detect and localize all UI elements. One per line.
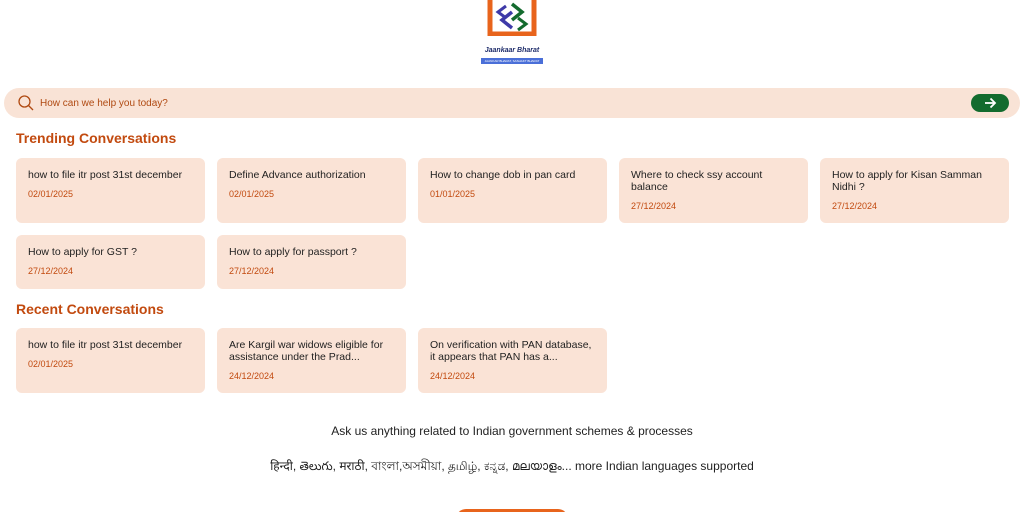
card-date: 27/12/2024: [832, 201, 878, 211]
card-date: 24/12/2024: [229, 371, 275, 381]
card-date: 02/01/2025: [28, 359, 74, 369]
trending-card[interactable]: [16, 158, 205, 223]
card-date: 27/12/2024: [229, 266, 275, 276]
card-title: How to change dob in pan card: [430, 169, 576, 181]
card-title: How to apply for GST ?: [28, 246, 137, 258]
card-date: 24/12/2024: [430, 371, 476, 381]
recent-card[interactable]: [16, 328, 205, 393]
arrow-right-icon: [983, 96, 997, 110]
search-icon: [17, 94, 35, 112]
card-title: How to apply for Kisan Samman Nidhi ?: [832, 169, 982, 193]
brand-tagline: JAANKAR BHARAT, SASHAKT BHARAT: [481, 58, 543, 64]
card-date: 02/01/2025: [229, 189, 275, 199]
card-date: 01/01/2025: [430, 189, 476, 199]
ask-caption: Ask us anything related to Indian government schemes & processes: [331, 424, 693, 438]
languages-caption: हिन्दी, తెలుగు, मराठी, বাংলা,অসমীয়া, தமிழ், ಕನ್ನಡ, മലയാളം... more Indian languages supported: [270, 459, 754, 473]
trending-card[interactable]: [619, 158, 808, 223]
card-date: 02/01/2025: [28, 189, 74, 199]
recent-card[interactable]: [418, 328, 607, 393]
brand-name: Jaankaar Bharat: [484, 47, 540, 54]
trending-card[interactable]: [16, 235, 205, 289]
recent-card[interactable]: [217, 328, 406, 393]
trending-title: Trending Conversations: [16, 130, 177, 146]
card-title: How to apply for passport ?: [229, 246, 357, 258]
card-title: Define Advance authorization: [229, 169, 366, 181]
send-button[interactable]: [971, 94, 1009, 112]
search-input[interactable]: [40, 93, 940, 113]
logo-mark-icon: [484, 0, 540, 36]
trending-card[interactable]: [217, 158, 406, 223]
card-date: 27/12/2024: [631, 201, 677, 211]
search-bar: [4, 88, 1020, 118]
card-date: 27/12/2024: [28, 266, 74, 276]
trending-card[interactable]: [820, 158, 1009, 223]
trending-card[interactable]: [418, 158, 607, 223]
card-title: how to file itr post 31st december: [28, 169, 183, 181]
card-title: Are Kargil war widows eligible for assistance under the Prad...: [229, 339, 384, 363]
card-title: how to file itr post 31st december: [28, 339, 183, 351]
brand-logo[interactable]: [478, 0, 546, 66]
card-title: Where to check ssy account balance: [631, 169, 763, 193]
trending-card[interactable]: [217, 235, 406, 289]
card-title: On verification with PAN database, it appears that PAN has a...: [430, 339, 592, 363]
recent-title: Recent Conversations: [16, 301, 164, 317]
